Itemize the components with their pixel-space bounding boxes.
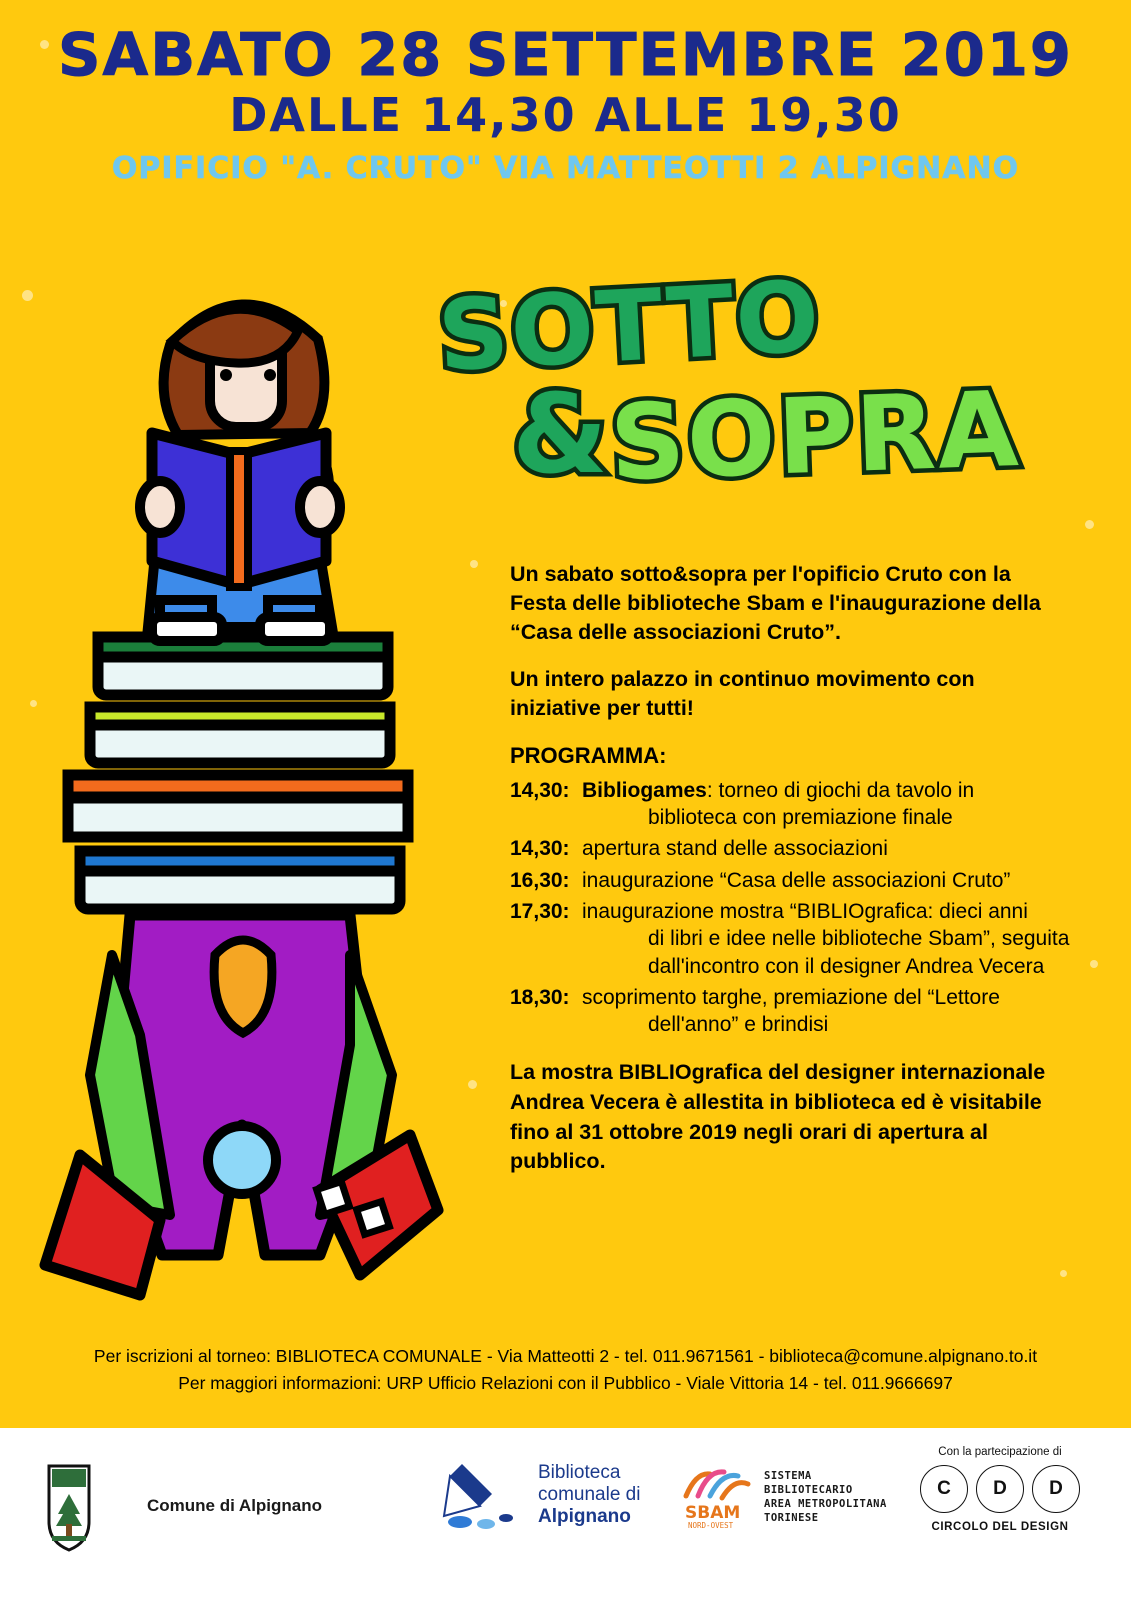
programma-item — [510, 835, 1070, 862]
poster-body — [510, 560, 1070, 1177]
programma-time: 14,30: — [510, 778, 570, 802]
event-logo-title — [430, 260, 1090, 510]
programma-desc-line1: inaugurazione mostra “BIBLIOgrafica: dieci anni — [582, 899, 1028, 923]
cdd-letter: D — [976, 1465, 1024, 1513]
poster-header — [0, 20, 1131, 186]
sbam-icon — [676, 1466, 754, 1530]
programma-desc-line2: biblioteca con premiazione finale — [648, 806, 953, 830]
sparkle-dot — [470, 560, 478, 568]
programma-desc — [582, 984, 1070, 1039]
intro-paragraph-2: Un intero palazzo in continuo movimento con iniziative per tutti! — [510, 667, 975, 721]
programma-item — [510, 867, 1070, 894]
footer-contact-info — [0, 1343, 1131, 1397]
programma-desc-line2: dell'anno” e brindisi — [648, 1013, 829, 1037]
sparkle-dot — [1085, 520, 1094, 529]
cdd-top-label: Con la partecipazione di — [938, 1446, 1062, 1458]
biblioteca-line-1: Biblioteca — [538, 1461, 621, 1483]
programma-desc-line2: di libri e idee nelle biblioteche Sbam”, seguita — [648, 927, 1070, 951]
programma-item — [510, 898, 1070, 980]
event-time: DALLE 14,30 ALLE 19,30 — [229, 87, 902, 142]
comune-crest-icon — [45, 1460, 93, 1552]
programma-time: 17,30: — [510, 899, 570, 923]
programma-time: 14,30: — [510, 837, 570, 861]
cdd-bottom-label: CIRCOLO DEL DESIGN — [931, 1521, 1069, 1533]
biblioteca-pen-icon — [440, 1458, 524, 1532]
event-place: OPIFICIO "A. CRUTO" VIA MATTEOTTI 2 ALPIGNANO — [111, 150, 1020, 186]
cdd-circles — [905, 1465, 1095, 1513]
comune-label: Comune di Alpignano — [147, 1496, 323, 1515]
programma-title: PROGRAMMA: — [510, 743, 667, 769]
sbam-system-label: SISTEMA BIBLIOTECARIO AREA METROPOLITANA TORINESE — [764, 1470, 887, 1524]
programma-desc: apertura stand delle associazioni — [582, 837, 888, 861]
intro-paragraph-1: Un sabato sotto&sopra per l'opificio Cruto con la Festa delle biblioteche Sbam e l'inaugurazione della “Casa delle associazioni Cruto”. — [510, 562, 1041, 645]
illustration-kid — [140, 304, 340, 641]
biblioteca-label — [538, 1462, 640, 1528]
programma-desc-line3: dall'incontro con il designer Andrea Vecera — [648, 954, 1045, 978]
sparkle-dot — [1090, 960, 1098, 968]
footer-logo-bar — [0, 1428, 1131, 1600]
illustration-kid-on-books — [20, 255, 460, 1335]
footer-info-line-2: Per maggiori informazioni: URP Ufficio Relazioni con il Pubblico - Viale Vittoria 14 - tel. 011.9666697 — [178, 1373, 953, 1394]
event-date: SABATO 28 SETTEMBRE 2019 — [58, 20, 1073, 89]
comune-logo-group — [45, 1460, 322, 1552]
closing-paragraph: La mostra BIBLIOgrafica del designer internazionale Andrea Vecera è allestita in biblioteca ed è visitabile fino al 31 ottobre 2019 negli orari di apertura al pubblico. — [510, 1060, 1046, 1174]
programma-item — [510, 984, 1070, 1039]
logo-ampersand: & — [512, 370, 610, 498]
programma-item — [510, 777, 1070, 832]
programma-time: 16,30: — [510, 868, 570, 892]
programma-time: 18,30: — [510, 985, 570, 1009]
footer-info-line-1: Per iscrizioni al torneo: BIBLIOTECA COMUNALE - Via Matteotti 2 - tel. 011.9671561 - biblioteca@comune.alpignano.to.it — [93, 1346, 1038, 1366]
programma-highlight: Bibliogames — [582, 778, 707, 802]
programma-desc-rest: : torneo di giochi da tavolo in — [706, 778, 975, 802]
programma-desc: inaugurazione “Casa delle associazioni Cruto” — [582, 868, 1011, 892]
cdd-letter: D — [1032, 1465, 1080, 1513]
sbam-sub: NORD-OVEST — [688, 1521, 734, 1530]
programma-desc — [582, 898, 1070, 980]
cdd-letter: C — [920, 1465, 968, 1513]
biblioteca-line-3: Alpignano — [538, 1506, 631, 1528]
sbam-name: SBAM — [685, 1503, 741, 1523]
sparkle-dot — [468, 1080, 477, 1089]
programma-desc-line1: scoprimento targhe, premiazione del “Lettore — [582, 985, 1000, 1009]
biblioteca-logo-group — [440, 1458, 640, 1532]
illustration-book-stack — [68, 637, 408, 909]
logo-word-sotto: SOTTO — [435, 260, 824, 394]
sparkle-dot — [1060, 1270, 1067, 1277]
logo-word-sopra: SOPRA — [607, 367, 1023, 505]
cdd-logo-group — [905, 1446, 1095, 1533]
biblioteca-line-2: comunale di — [538, 1483, 641, 1505]
sbam-logo-group — [676, 1466, 887, 1530]
programma-desc — [582, 777, 1070, 832]
